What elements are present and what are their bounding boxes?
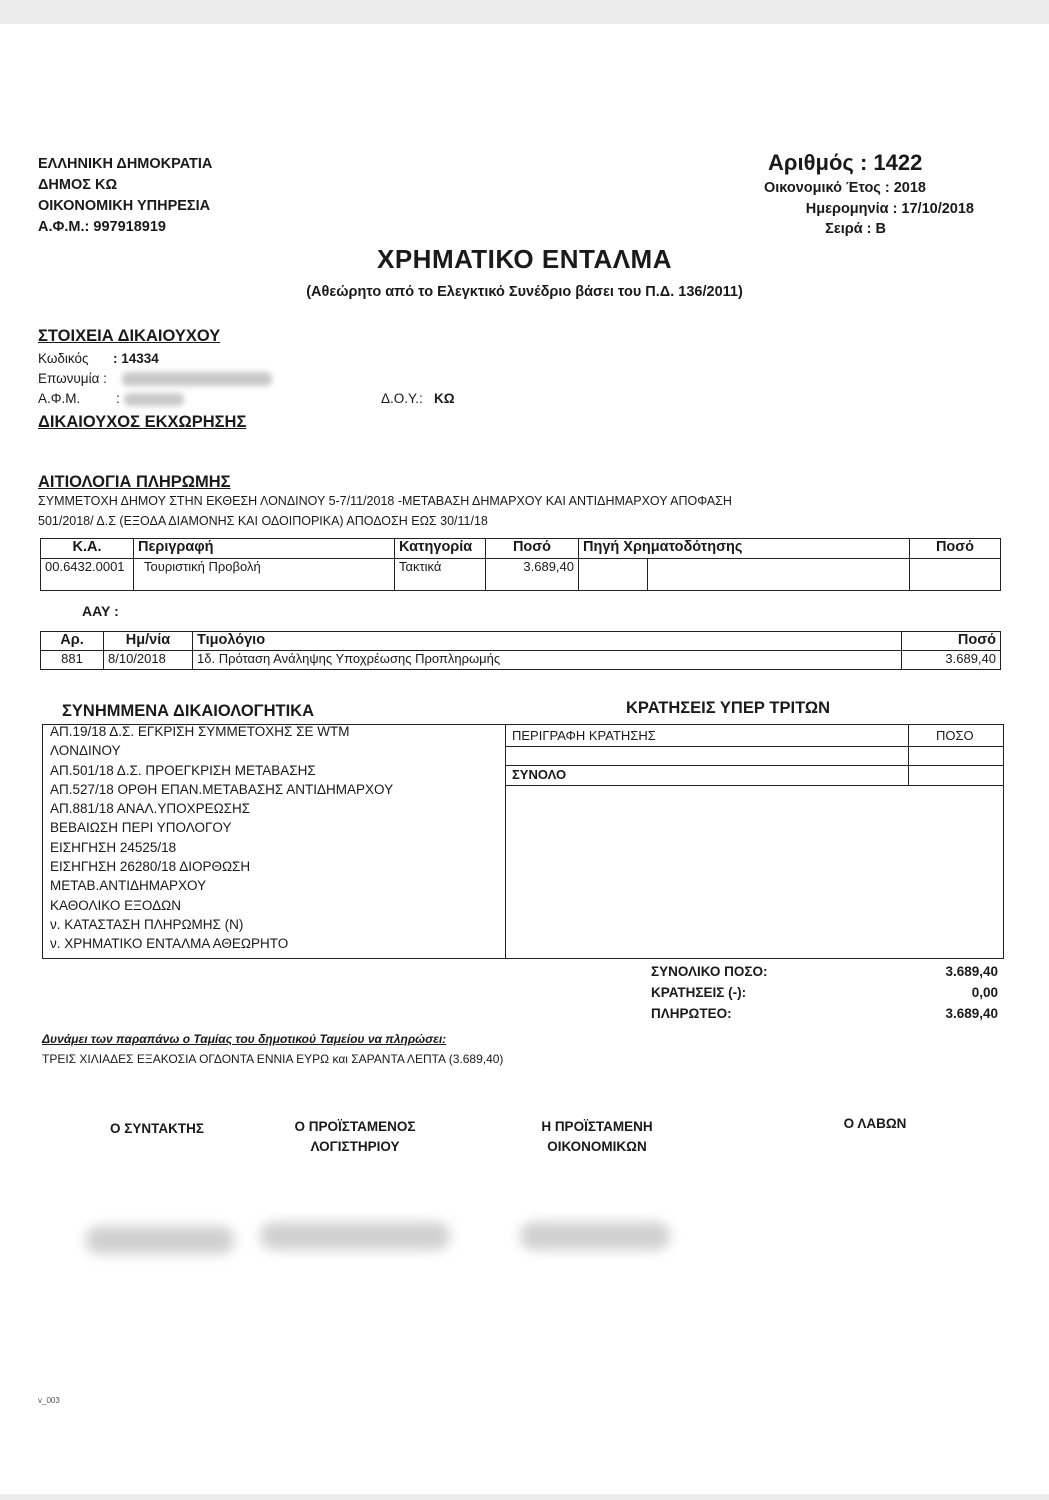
afm-colon: :	[116, 391, 120, 406]
invoice-header-invoice: Τιμολόγιο	[193, 632, 902, 651]
issuer-block	[38, 154, 212, 238]
attachment-item: ΑΠ.19/18 Δ.Σ. ΕΓΚΡΙΣΗ ΣΥΜΜΕΤΟΧΗΣ ΣΕ WTM	[50, 724, 350, 739]
amount-in-words: ΤΡΕΙΣ ΧΙΛΙΑΔΕΣ ΕΞΑΚΟΣΙΑ ΟΓΔΟΝΤΑ ΕΝΝΙΑ ΕΥΡΩ και ΣΑΡΑΝΤΑ ΛΕΠΤΑ (3.689,40)	[42, 1052, 504, 1066]
total-amount-label: ΣΥΝΟΛΙΚΟ ΠΟΣΟ:	[651, 964, 768, 979]
attachment-item: ΕΙΣΗΓΗΣΗ 24525/18	[50, 839, 177, 855]
payment-reason-line-2: 501/2018/ Δ.Σ (ΕΞΟΔΑ ΔΙΑΜΟΝΗΣ ΚΑΙ ΟΔΟΙΠΟΡΙΚΑ) ΑΠΟΔΟΣΗ ΕΩΣ 30/11/18	[38, 514, 488, 528]
invoice-cell-amount: 3.689,40	[902, 651, 1001, 670]
name-label: Επωνυμία :	[38, 371, 107, 386]
attachment-item: ΑΠ.881/18 ΑΝΑΛ.ΥΠΟΧΡΕΩΣΗΣ	[50, 801, 251, 817]
total-amount-value: 3.689,40	[945, 964, 998, 979]
invoice-cell-no: 881	[41, 651, 104, 670]
ka-header-amount: Ποσό	[486, 539, 579, 559]
attachment-item: ΜΕΤΑΒ.ΑΝΤΙΔΗΜΑΡΧΟΥ	[50, 878, 207, 894]
invoice-header-no: Αρ.	[41, 632, 104, 651]
ka-cell-desc: Τουριστική Προβολή	[134, 559, 395, 591]
attachments-list	[50, 722, 393, 954]
version-label: v_003	[38, 1396, 60, 1405]
aay-label: ΑΑΥ :	[82, 603, 119, 619]
beneficiary-heading: ΣΤΟΙΧΕΙΑ ΔΙΚΑΙΟΥΧΟΥ	[38, 327, 221, 345]
withholdings-total-value: 0,00	[971, 985, 998, 1000]
invoice-header-date: Ημ/νία	[104, 632, 193, 651]
attachment-item: ΑΠ.527/18 ΟΡΘΗ ΕΠΑΝ.ΜΕΤΑΒΑΣΗΣ ΑΝΤΙΔΗΜΑΡΧΟΥ	[50, 781, 394, 797]
signature-head-finance-label: Η ΠΡΟΪΣΤΑΜΕΝΗ ΟΙΚΟΝΟΜΙΚΩΝ	[541, 1119, 653, 1154]
ka-header-category: Κατηγορία	[395, 539, 486, 559]
withholdings-total-label: ΣΥΝΟΛΟ	[512, 767, 567, 782]
issuer-afm: Α.Φ.Μ.: 997918919	[38, 219, 166, 235]
signature-author-label: Ο ΣΥΝΤΑΚΤΗΣ	[110, 1121, 204, 1136]
cashier-instruction: Δυνάμει των παραπάνω ο Ταμίας του δημοτικού Ταμείου να πληρώσει:	[42, 1032, 447, 1046]
ka-cell-amount: 3.689,40	[486, 559, 579, 591]
ka-header-code: Κ.Α.	[41, 539, 134, 559]
attachment-item: ΛΟΝΔΙΝΟΥ	[50, 743, 121, 759]
invoice-table	[40, 631, 1001, 670]
payment-reason-line-1: ΣΥΜΜΕΤΟΧΗ ΔΗΜΟΥ ΣΤΗΝ ΕΚΘΕΣΗ ΛΟΝΔΙΝΟΥ 5-7/11/2018 -ΜΕΤΑΒΑΣΗ ΔΗΜΑΡΧΟΥ ΚΑΙ ΑΝΤΙΔΗΜΑΡΧΟΥ ΑΠΟΦΑΣΗ	[38, 494, 732, 508]
withholdings-total-label-2: ΚΡΑΤΗΣΕΙΣ (-):	[651, 985, 747, 1000]
attachment-item: ΒΕΒΑΙΩΣΗ ΠΕΡΙ ΥΠΟΛΟΓΟΥ	[50, 820, 232, 836]
document-number: Αριθμός : 1422	[768, 150, 923, 175]
ka-cell-amount-2	[910, 559, 1001, 591]
assignee-heading: ΔΙΚΑΙΟΥΧΟΣ ΕΚΧΩΡΗΣΗΣ	[38, 413, 247, 431]
withholdings-row-line	[505, 765, 1004, 766]
code-value: : 14334	[113, 351, 159, 366]
attachment-item: ΑΠ.501/18 Δ.Σ. ΠΡΟΕΓΚΡΙΣΗ ΜΕΤΑΒΑΣΗΣ	[50, 762, 316, 778]
series: Σειρά : Β	[825, 221, 886, 237]
issuer-line-1: ΕΛΛΗΝΙΚΗ ΔΗΜΟΚΡΑΤΙΑ	[38, 156, 213, 172]
payable-value: 3.689,40	[945, 1006, 998, 1021]
withholdings-desc-header: ΠΕΡΙΓΡΑΦΗ ΚΡΑΤΗΣΗΣ	[512, 728, 656, 743]
top-bar	[0, 0, 1049, 24]
attachment-item: ν. ΧΡΗΜΑΤΙΚΟ ΕΝΤΑΛΜΑ ΑΘΕΩΡΗΤΟ	[50, 936, 289, 952]
invoice-cell-date: 8/10/2018	[104, 651, 193, 670]
redacted-signature	[85, 1226, 235, 1254]
invoice-header-amount: Ποσό	[902, 632, 1001, 651]
issuer-line-2: ΔΗΜΟΣ ΚΩ	[38, 177, 118, 193]
fiscal-year: Οικονομικό Έτος : 2018	[763, 180, 926, 196]
redacted-name	[122, 372, 272, 386]
payment-reason-heading: ΑΙΤΙΟΛΟΓΙΑ ΠΛΗΡΩΜΗΣ	[38, 473, 231, 491]
attachment-item: ΕΙΣΗΓΗΣΗ 26280/18 ΔΙΟΡΘΩΣΗ	[50, 859, 251, 875]
withholdings-row-line	[505, 746, 1004, 747]
attachment-item: ΚΑΘΟΛΙΚΟ ΕΞΟΔΩΝ	[50, 897, 181, 913]
issuer-line-3: ΟΙΚΟΝΟΜΙΚΗ ΥΠΗΡΕΣΙΑ	[38, 198, 211, 214]
redacted-signature	[260, 1222, 450, 1250]
page-title: ΧΡΗΜΑΤΙΚΟ ΕΝΤΑΛΜΑ	[377, 244, 672, 274]
withholdings-heading: ΚΡΑΤΗΣΕΙΣ ΥΠΕΡ ΤΡΙΤΩΝ	[626, 699, 831, 717]
withholdings-row-line	[505, 785, 1004, 786]
redacted-afm	[124, 393, 184, 406]
attachments-heading: ΣΥΝΗΜΜΕΝΑ ΔΙΚΑΙΟΛΟΓΗΤΙΚΑ	[62, 702, 315, 720]
redacted-signature	[520, 1222, 670, 1250]
attachment-item: ν. ΚΑΤΑΣΤΑΣΗ ΠΛΗΡΩΜΗΣ (Ν)	[50, 916, 244, 932]
page-subtitle: (Αθεώρητο από το Ελεγκτικό Συνέδριο βάσει του Π.Δ. 136/2011)	[306, 284, 743, 300]
withholdings-col-line	[908, 724, 909, 785]
ka-cell-source	[579, 559, 910, 591]
doy-value: ΚΩ	[434, 391, 455, 406]
afm-label: Α.Φ.Μ.	[38, 391, 81, 406]
ka-header-amount-2: Ποσό	[910, 539, 1001, 559]
ka-header-source: Πηγή Χρηματοδότησης	[579, 539, 910, 559]
payable-label: ΠΛΗΡΩΤΕΟ:	[651, 1006, 732, 1021]
withholdings-amount-header: ΠΟΣΟ	[936, 728, 974, 743]
ka-cell-category: Τακτικά	[395, 559, 486, 591]
ka-table	[40, 538, 1001, 591]
ka-cell-code: 00.6432.0001	[41, 559, 134, 591]
box-divider	[505, 724, 506, 959]
code-label: Κωδικός	[38, 351, 89, 366]
signature-receiver-label: Ο ΛΑΒΩΝ	[843, 1116, 907, 1131]
bottom-bar	[0, 1494, 1049, 1500]
doy-label: Δ.Ο.Υ.:	[381, 391, 423, 406]
signature-head-accounting-label: Ο ΠΡΟΪΣΤΑΜΕΝΟΣ ΛΟΓΙΣΤΗΡΙΟΥ	[294, 1119, 416, 1154]
ka-header-desc: Περιγραφή	[134, 539, 395, 559]
issue-date: Ημερομηνία : 17/10/2018	[805, 201, 974, 217]
invoice-cell-invoice: 1δ. Πρόταση Ανάληψης Υποχρέωσης Προπληρωμής	[193, 651, 902, 670]
